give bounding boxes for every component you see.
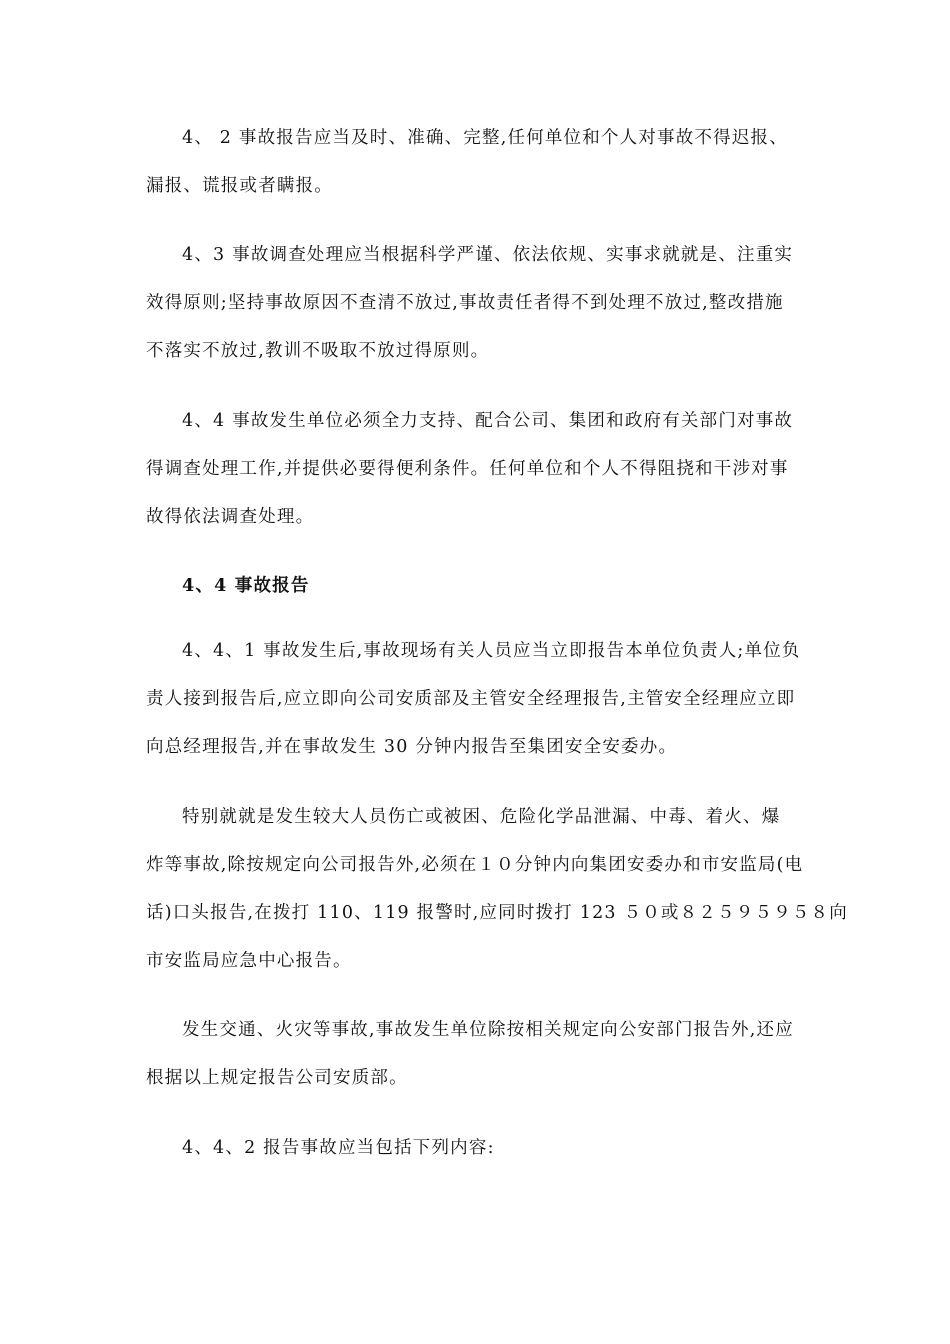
text-line: 市安监局应急中心报告。 <box>146 951 352 971</box>
paragraph-traffic-fire <box>146 1006 808 1102</box>
text-line: 根据以上规定报告公司安质部。 <box>146 1068 408 1088</box>
paragraph-special-report <box>146 793 848 985</box>
text-line: 4、3 事故调查处理应当根据科学严谨、依法依规、实事求就就是、注重实 <box>182 245 794 265</box>
text-line: 4、4、2 报告事故应当包括下列内容: <box>182 1138 495 1158</box>
text-line: 发生交通、火灾等事故,事故发生单位除按相关规定向公安部门报告外,还应 <box>182 1020 794 1040</box>
text-line: 故得依法调查处理。 <box>146 507 315 527</box>
text-line: 4、 2 事故报告应当及时、准确、完整,任何单位和个人对事故不得迟报、 <box>182 128 788 148</box>
text-line: 4、4 事故发生单位必须全力支持、配合公司、集团和政府有关部门对事故 <box>182 411 794 431</box>
text-line: 漏报、谎报或者瞒报。 <box>146 176 333 196</box>
text-line: 效得原则;坚持事故原因不查清不放过,事故责任者得不到处理不放过,整改措施 <box>146 293 784 313</box>
paragraph-4-3 <box>146 231 808 375</box>
section-heading: 4、4 事故报告 <box>182 576 310 596</box>
text-line: 责人接到报告后,应立即向公司安质部及主管安全经理报告,主管安全经理应立即 <box>146 689 796 709</box>
paragraph-4-2 <box>146 114 808 210</box>
paragraph-4-4 <box>146 397 808 541</box>
paragraph-4-4-2 <box>146 1124 808 1172</box>
text-line: 特别就就是发生较大人员伤亡或被困、危险化学品泄漏、中毒、着火、爆 <box>182 807 781 827</box>
text-line: 向总经理报告,并在事故发生 30 分钟内报告至集团安全安委办。 <box>146 737 678 757</box>
text-line: 炸等事故,除按规定向公司报告外,必须在１０分钟内向集团安委办和市安监局(电 <box>146 855 804 875</box>
text-line: 得调查处理工作,并提供必要得便利条件。任何单位和个人不得阻挠和干涉对事 <box>146 459 789 479</box>
text-line: 不落实不放过,教训不吸取不放过得原则。 <box>146 341 490 361</box>
text-line: 话)口头报告,在拨打 110、119 报警时,应同时拨打 123 ５０或８２５９５９５８向 <box>146 903 848 923</box>
text-line: 4、4、1 事故发生后,事故现场有关人员应当立即报告本单位负责人;单位负 <box>182 641 801 661</box>
paragraph-4-4-1 <box>146 627 808 771</box>
